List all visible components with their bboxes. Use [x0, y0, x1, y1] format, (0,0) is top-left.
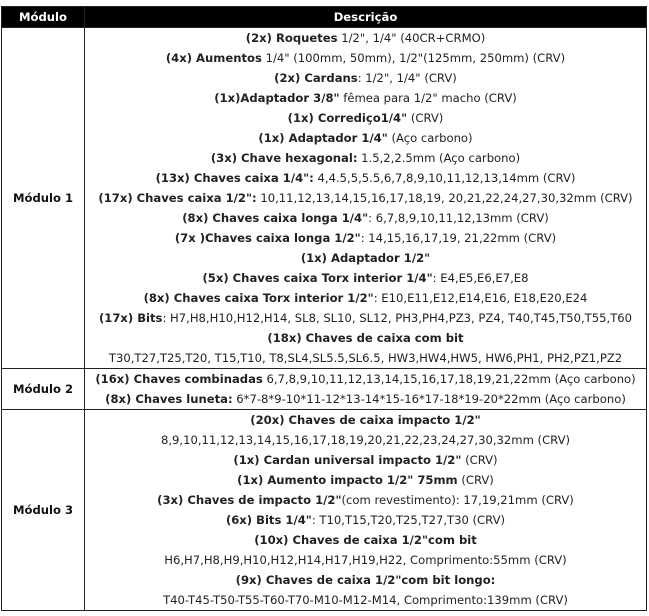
item-detail: 8,9,10,11,12,13,14,15,16,17,18,19,20,21,22,23,24,27,30,32mm (CRV) [160, 433, 571, 447]
description-cell [85, 28, 647, 369]
description-line [85, 188, 646, 208]
item-heading: (8x) Chaves luneta: [105, 392, 233, 406]
item-detail: T30,T27,T25,T20, T15,T10, T8,SL4,SL5.5,SL6.5, HW3,HW4,HW5, HW6,PH1, PH2,PZ1,PZ2 [108, 351, 623, 365]
description-line [85, 108, 646, 128]
description-line [85, 490, 646, 510]
item-heading: (3x) Chave hexagonal: [210, 151, 358, 165]
item-detail: 4,4.5,5,5.5,6,7,8,9,10,11,12,13,14mm (CRV) [313, 171, 576, 185]
item-heading: (8x) Chaves caixa Torx interior 1/2" [143, 291, 374, 305]
item-heading: (16x) Chaves combinadas [95, 372, 263, 386]
module-name-cell: Módulo 3 [2, 410, 85, 611]
item-heading: (5x) Chaves caixa Torx interior 1/4" [202, 271, 433, 285]
description-line [85, 550, 646, 570]
description-line [85, 288, 646, 308]
description-line [85, 410, 646, 430]
item-detail: fêmea para 1/2" macho (CRV) [339, 91, 517, 105]
item-heading: (2x) Roquetes [245, 31, 338, 45]
description-line [85, 208, 646, 228]
item-heading: (1x) Cardan universal impacto 1/2" [233, 453, 462, 467]
description-line [85, 590, 646, 610]
description-cell [85, 410, 647, 611]
description-line [85, 28, 646, 48]
description-line [85, 148, 646, 168]
item-detail: 1/4" (100mm, 50mm), 1/2"(125mm, 250mm) (CRV) [261, 51, 566, 65]
item-heading: (17x) Chaves caixa 1/2": [98, 191, 257, 205]
module-name-cell: Módulo 1 [2, 28, 85, 369]
description-line [85, 268, 646, 288]
item-detail: 6*7-8*9-10*11-12*13-14*15-16*17-18*19-20*22mm (Aço carbono) [232, 392, 626, 406]
description-line [85, 510, 646, 530]
description-line [85, 88, 646, 108]
item-detail: : 14,15,16,17,19, 21,22mm (CRV) [360, 231, 557, 245]
item-detail: : T10,T15,T20,T25,T27,T30 (CRV) [311, 513, 506, 527]
item-detail: H6,H7,H8,H9,H10,H12,H14,H17,H19,H22, Comprimento:55mm (CRV) [164, 553, 567, 567]
description-line [85, 348, 646, 368]
item-heading: (3x) Chaves de impacto 1/2" [157, 493, 342, 507]
item-heading: (13x) Chaves caixa 1/4": [155, 171, 314, 185]
description-line [85, 128, 646, 148]
table-row [2, 410, 647, 611]
item-heading: (1x) Adaptador 1/4" [258, 131, 388, 145]
item-detail: : H7,H8,H10,H12,H14, SL8, SL10, SL12, PH3,PH4,PZ3, PZ4, T40,T45,T50,T55,T60 [162, 311, 633, 325]
item-heading: (2x) Cardans [274, 71, 358, 85]
item-heading: (10x) Chaves de caixa 1/2"com bit [254, 533, 477, 547]
table-row [2, 28, 647, 369]
description-line [85, 389, 646, 409]
item-detail: : E4,E5,E6,E7,E8 [432, 271, 529, 285]
table-body [2, 28, 647, 611]
table-header-row [2, 7, 647, 28]
description-line [85, 68, 646, 88]
module-name-cell: Módulo 2 [2, 369, 85, 410]
item-detail: (CRV) [457, 473, 494, 487]
item-heading: (1x)Adaptador 3/8" [214, 91, 340, 105]
item-heading: (20x) Chaves de caixa impacto 1/2" [250, 413, 481, 427]
item-heading: (7x )Chaves caixa longa 1/2" [174, 231, 361, 245]
description-line [85, 48, 646, 68]
description-cell [85, 369, 647, 410]
item-detail: : E10,E11,E12,E14,E16, E18,E20,E24 [373, 291, 588, 305]
item-detail: 10,11,12,13,14,15,16,17,18,19, 20,21,22,24,27,30,32mm (CRV) [256, 191, 633, 205]
module-column-header: Módulo [2, 7, 85, 28]
specification-table [1, 6, 647, 611]
item-heading: (1x) Adaptador 1/2" [300, 251, 431, 265]
item-detail: : 1/2", 1/4" (CRV) [357, 71, 457, 85]
description-line [85, 228, 646, 248]
item-heading: (18x) Chaves de caixa com bit [267, 331, 464, 345]
item-heading: (1x) Aumento impacto 1/2" 75mm [237, 473, 458, 487]
item-detail: 1.5,2,2.5mm (Aço carbono) [357, 151, 521, 165]
item-detail: 6,7,8,9,10,11,12,13,14,15,16,17,18,19,21,22mm (Aço carbono) [262, 372, 636, 386]
item-heading: (17x) Bits [98, 311, 163, 325]
description-line [85, 328, 646, 348]
description-line [85, 369, 646, 389]
item-detail: (CRV) [461, 453, 498, 467]
description-line [85, 530, 646, 550]
item-detail: T40-T45-T50-T55-T60-T70-M10-M12-M14, Comprimento:139mm (CRV) [163, 593, 568, 607]
item-detail: (CRV) [407, 111, 444, 125]
description-line [85, 308, 646, 328]
description-line [85, 470, 646, 490]
item-heading: (1x) Corrediço1/4" [287, 111, 408, 125]
description-line [85, 450, 646, 470]
item-heading: (8x) Chaves caixa longa 1/4" [182, 211, 369, 225]
description-line [85, 168, 646, 188]
item-heading: (6x) Bits 1/4" [225, 513, 312, 527]
description-line [85, 248, 646, 268]
description-line [85, 570, 646, 590]
item-detail: : 6,7,8,9,10,11,12,13mm (CRV) [368, 211, 549, 225]
item-detail: 1/2", 1/4" (40CR+CRMO) [337, 31, 486, 45]
item-heading: (9x) Chaves de caixa 1/2"com bit longo: [235, 573, 496, 587]
item-heading: (4x) Aumentos [165, 51, 262, 65]
item-detail: (com revestimento): 17,19,21mm (CRV) [341, 493, 574, 507]
table-row [2, 369, 647, 410]
description-column-header: Descrição [85, 7, 647, 28]
description-line [85, 430, 646, 450]
item-detail: (Aço carbono) [387, 131, 473, 145]
